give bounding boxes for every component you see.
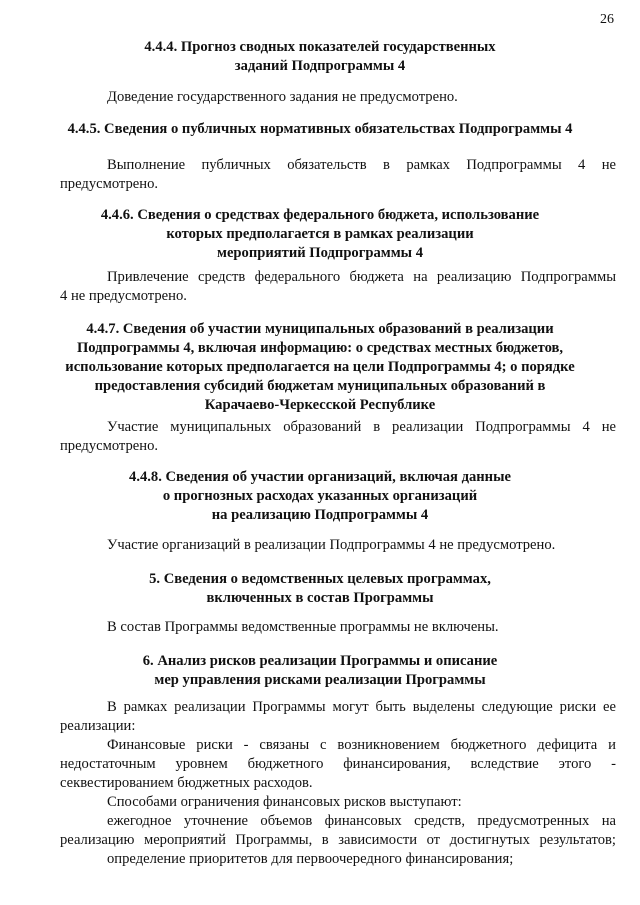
heading-line: о прогнозных расходах указанных организаций: [162, 488, 478, 504]
heading-line: Карачаево-Черкесской Республике: [204, 397, 436, 413]
heading-line: 5. Сведения о ведомственных целевых программах,: [149, 571, 491, 587]
text-line: определение приоритетов для первоочередного финансирования;: [107, 851, 514, 867]
heading-line: 4.4.6. Сведения о средствах федерального бюджета, использование: [100, 207, 540, 223]
text-line: ежегодное уточнение объемов финансовых средств, предусмотренных на: [107, 813, 616, 829]
section-text-4-4-7: [60, 418, 616, 456]
section-heading-4-4-4: [40, 38, 600, 76]
text-line: реализацию мероприятий Программы, в зависимости от достигнутых результатов;: [60, 832, 616, 848]
section-heading-4-4-7: [30, 320, 610, 415]
text-line: секвестированием бюджетных расходов.: [60, 775, 313, 791]
section-text-4-4-5: [60, 156, 616, 194]
text-line: Участие организаций в реализации Подпрограммы 4 не предусмотрено.: [107, 537, 556, 553]
heading-line: использование которых предполагается на цели Подпрограммы 4; о порядке: [65, 359, 575, 375]
heading-line: Подпрограммы 4, включая информацию: о средствах местных бюджетов,: [76, 340, 564, 356]
section-heading-4-4-8: [40, 468, 600, 525]
text-line: Финансовые риски - связаны с возникновением бюджетного дефицита и: [107, 737, 616, 753]
page-number: 26: [600, 12, 614, 27]
heading-line: которых предполагается в рамках реализации: [166, 226, 474, 242]
text-line: В рамках реализации Программы могут быть выделены следующие риски ее: [107, 699, 616, 715]
text-line: предусмотрено.: [60, 176, 159, 192]
section-heading-4-4-5: [30, 120, 610, 139]
heading-line: включенных в состав Программы: [206, 590, 434, 606]
heading-line: 4.4.7. Сведения об участии муниципальных образований в реализации: [86, 321, 554, 337]
section-heading-6: [40, 652, 600, 690]
heading-line: 4.4.5. Сведения о публичных нормативных обязательствах Подпрограммы 4: [67, 121, 573, 137]
text-line: Выполнение публичных обязательств в рамках Подпрограммы 4 не: [107, 157, 616, 173]
heading-line: мер управления рисками реализации Программы: [154, 672, 486, 688]
text-line: Участие муниципальных образований в реализации Подпрограммы 4 не: [107, 419, 616, 435]
section-text-6: [60, 698, 616, 869]
text-line: В состав Программы ведомственные программы не включены.: [107, 619, 499, 635]
heading-line: предоставления субсидий бюджетам муниципальных образований в: [94, 378, 546, 394]
text-line: реализации:: [60, 718, 136, 734]
heading-line: 6. Анализ рисков реализации Программы и описание: [142, 653, 498, 669]
heading-line: мероприятий Подпрограммы 4: [217, 245, 423, 261]
text-line: предусмотрено.: [60, 438, 159, 454]
heading-line: 4.4.4. Прогноз сводных показателей государственных: [144, 39, 496, 55]
heading-line: на реализацию Подпрограммы 4: [211, 507, 429, 523]
section-text-4-4-8: [60, 536, 616, 555]
section-heading-5: [40, 570, 600, 608]
text-line: Привлечение средств федерального бюджета на реализацию Подпрограммы: [107, 269, 616, 285]
text-line: 4 не предусмотрено.: [60, 288, 187, 304]
text-line: недостаточным уровнем бюджетного финансирования, вследствие этого -: [60, 756, 616, 772]
heading-line: заданий Подпрограммы 4: [234, 58, 406, 74]
section-heading-4-4-6: [40, 206, 600, 263]
section-text-4-4-6: [60, 268, 616, 306]
heading-line: 4.4.8. Сведения об участии организаций, включая данные: [129, 469, 511, 485]
text-line: Способами ограничения финансовых рисков выступают:: [107, 794, 462, 810]
text-line: Доведение государственного задания не предусмотрено.: [107, 89, 458, 105]
section-text-4-4-4: [60, 88, 616, 107]
section-text-5: [60, 618, 616, 637]
